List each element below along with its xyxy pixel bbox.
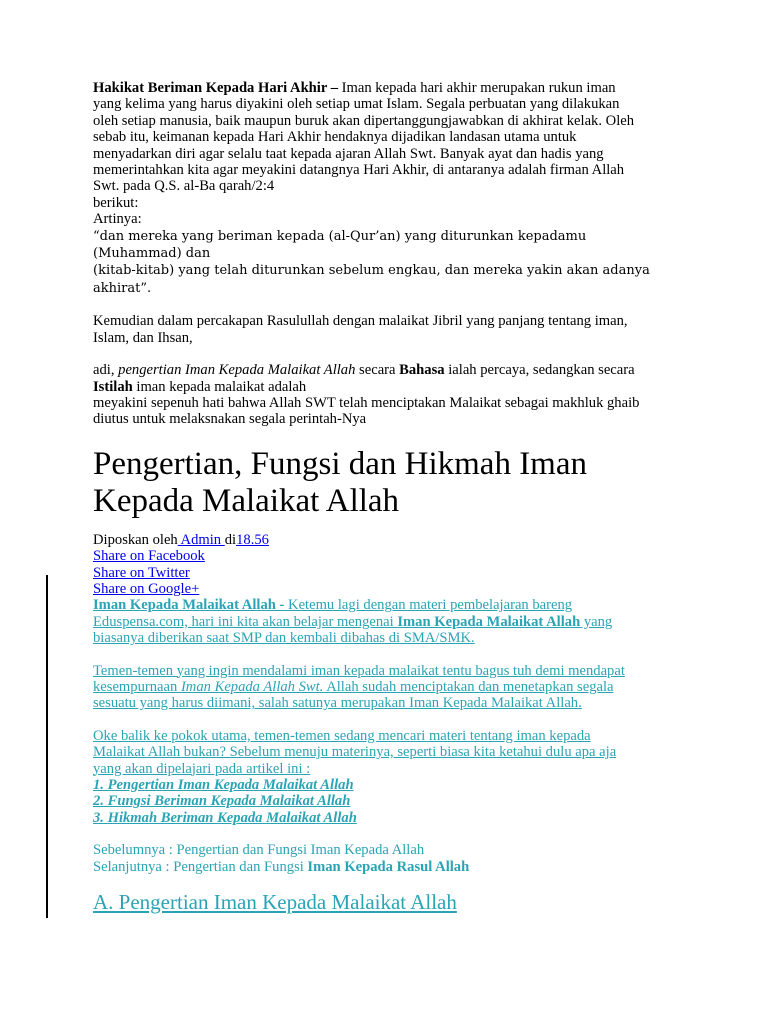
rasulullah-paragraph xyxy=(93,313,678,346)
definition-paragraph xyxy=(93,362,678,428)
toc-link-1[interactable]: 1. Pengertian Iman Kepada Malaikat Allah xyxy=(93,777,354,793)
link-text[interactable]: yang xyxy=(580,613,613,630)
link-text[interactable]: kesempurnaan xyxy=(93,678,181,695)
link-text[interactable]: Iman Kepada Malaikat Allah - xyxy=(93,597,285,614)
link-text[interactable]: sesuatu yang harus diimani, salah satunya merupakan Iman Kepada Malaikat Allah. xyxy=(93,695,582,712)
intro-line: memerintahkan kita agar meyakini datangnya Hari Akhir, di antaranya adalah firman Allah xyxy=(93,162,625,179)
link-text[interactable]: yang akan dipelajari pada artikel ini : xyxy=(93,760,311,777)
paragraph-text: secara xyxy=(355,362,400,379)
previous-post-link[interactable]: Sebelumnya : Pengertian dan Fungsi Iman Kepada Allah xyxy=(93,842,425,859)
body-paragraph-3 xyxy=(93,728,678,826)
share-google-link[interactable]: Share on Google+ xyxy=(93,580,200,597)
bold-term: Bahasa xyxy=(399,362,445,379)
body-paragraph-1 xyxy=(93,597,678,646)
post-meta xyxy=(93,532,678,598)
link-text[interactable]: Allah sudah menciptakan dan menetapkan segala xyxy=(323,678,614,695)
share-twitter-link[interactable]: Share on Twitter xyxy=(93,564,190,581)
link-text[interactable]: Temen-temen yang ingin mendalami iman kepada malaikat tentu bagus tuh demi mendapat xyxy=(93,662,625,679)
intro-line: Iman kepada hari akhir merupakan rukun iman xyxy=(338,80,616,96)
posted-by-label: Diposkan oleh xyxy=(93,531,178,548)
toc-link-2[interactable]: 2. Fungsi Beriman Kepada Malaikat Allah xyxy=(93,793,351,810)
quote-line: (kitab-kitab) yang telah diturunkan sebelum engkau, dan mereka yakin akan adanya akhirat”. xyxy=(93,263,650,296)
paragraph-line: meyakini sepenuh hati bahwa Allah SWT telah menciptakan Malaikat sebagai makhluk ghaib xyxy=(93,394,640,411)
time-link[interactable]: 18.56 xyxy=(236,531,269,548)
page-title xyxy=(93,446,678,520)
link-text[interactable]: Iman Kepada Malaikat Allah xyxy=(397,613,581,630)
italic-term: pengertian Iman Kepada Malaikat Allah xyxy=(118,362,356,379)
paragraph-line: diutus untuk melaksnakan segala perintah-Nya xyxy=(93,411,367,428)
toc-link-3[interactable]: 3. Hikmah Beriman Kepada Malaikat Allah xyxy=(93,809,357,826)
quote-line: “dan mereka yang beriman kepada (al-Qur’an) yang diturunkan kepadamu (Muhammad) dan xyxy=(93,228,587,262)
document-page xyxy=(93,80,678,915)
title-line: Pengertian, Fungsi dan Hikmah Iman xyxy=(93,445,588,482)
intro-title: Hakikat Beriman Kepada Hari Akhir – xyxy=(93,80,339,96)
body-paragraph-2 xyxy=(93,663,678,712)
intro-line: oleh setiap manusia, baik maupun buruk akan dipertanggungjawabkan di akhirat kelak. Oleh xyxy=(93,112,635,129)
margin-change-bar xyxy=(46,575,48,918)
paragraph-text: iman kepada malaikat adalah xyxy=(132,378,307,395)
navigation-links xyxy=(93,842,678,875)
share-facebook-link[interactable]: Share on Facebook xyxy=(93,548,205,565)
intro-line: Swt. pada Q.S. al-Ba qarah/2:4 xyxy=(93,178,275,195)
at-label: di xyxy=(224,531,237,548)
next-post-link[interactable]: Selanjutnya : Pengertian dan Fungsi xyxy=(93,858,308,875)
intro-paragraph xyxy=(93,80,678,297)
paragraph-text: ialah percaya, sedangkan secara xyxy=(444,362,635,379)
paragraph-line: Kemudian dalam percakapan Rasulullah dengan malaikat Jibril yang panjang tentang iman, xyxy=(93,313,628,330)
intro-line: sebab itu, keimanan kepada Hari Akhir hendaknya dijadikan landasan utama untuk xyxy=(93,129,577,146)
paragraph-line: Islam, dan Ihsan, xyxy=(93,329,193,346)
paragraph-text: adi, xyxy=(93,362,119,379)
intro-line: yang kelima yang harus diyakini oleh setiap umat Islam. Segala perbuatan yang dilakukan xyxy=(93,96,620,113)
section-heading[interactable]: A. Pengertian Iman Kepada Malaikat Allah xyxy=(93,890,457,915)
author-link[interactable]: Admin xyxy=(177,531,225,548)
intro-line: menyadarkan diri agar selalu taat kepada ajaran Allah Swt. Banyak ayat dan hadis yang xyxy=(93,145,604,162)
title-line: Kepada Malaikat Allah xyxy=(93,482,400,519)
link-text[interactable]: biasanya diberikan saat SMP dan kembali dibahas di SMA/SMK. xyxy=(93,630,475,647)
bold-term: Istilah xyxy=(93,378,133,395)
link-text[interactable]: Iman Kepada Allah Swt. xyxy=(180,678,324,695)
link-text[interactable]: Malaikat Allah bukan? Sebelum menuju materinya, seperti biasa kita ketahui dulu apa aja xyxy=(93,744,617,761)
next-post-link-bold[interactable]: Iman Kepada Rasul Allah xyxy=(307,858,470,875)
link-text[interactable]: Ketemu lagi dengan materi pembelajaran bareng xyxy=(284,597,573,614)
intro-line: Artinya: xyxy=(93,211,142,228)
link-text[interactable]: Oke balik ke pokok utama, temen-temen sedang mencari materi tentang iman kepada xyxy=(93,727,591,744)
intro-line: berikut: xyxy=(93,194,139,211)
link-text[interactable]: Eduspensa.com, hari ini kita akan belajar mengenai xyxy=(93,613,398,630)
